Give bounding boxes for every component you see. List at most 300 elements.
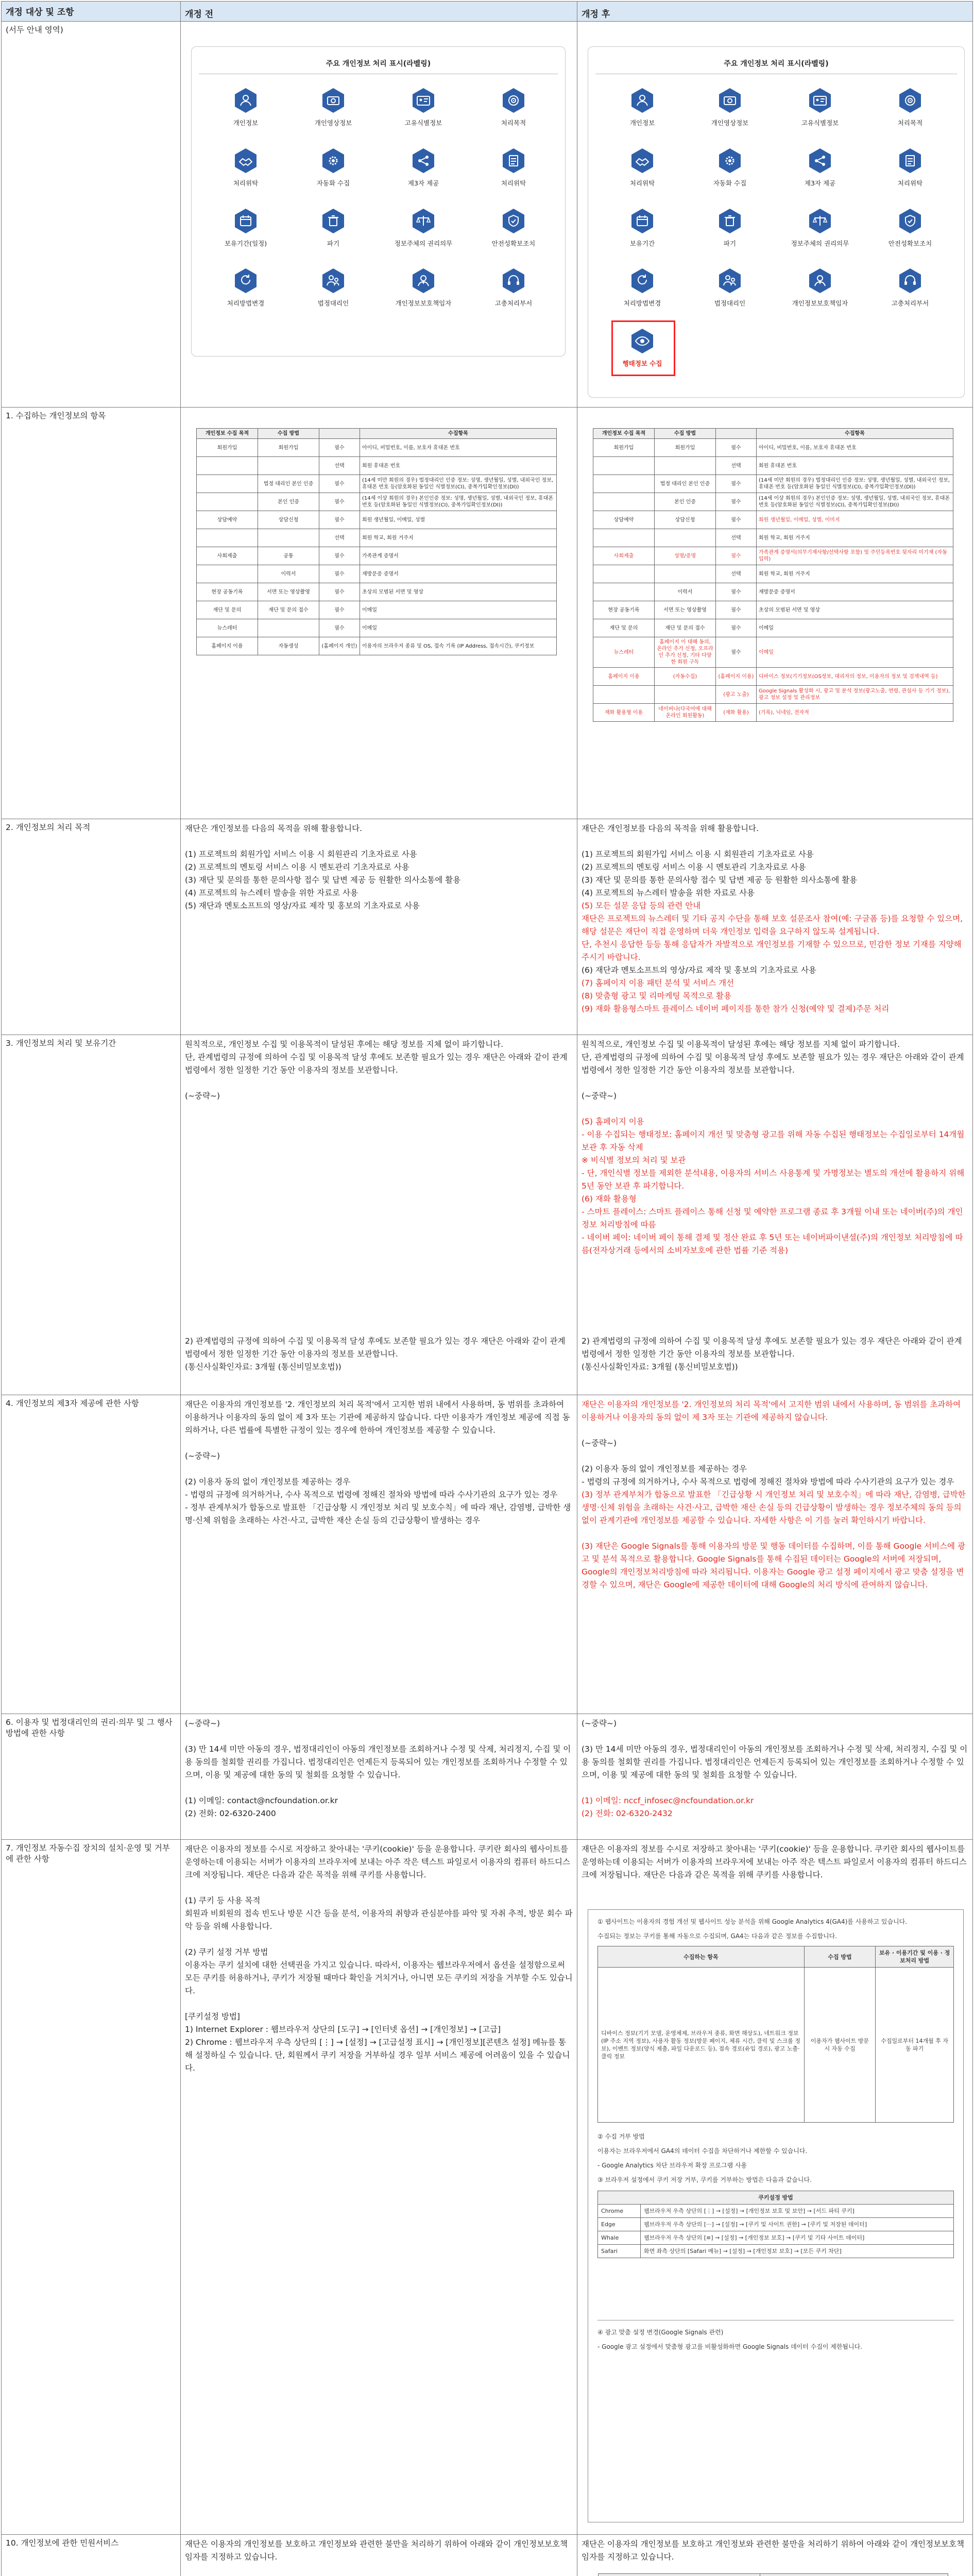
paragraph-spacer (185, 1782, 573, 1794)
table-cell: 재방문증 증명서 (360, 565, 557, 583)
label-item-text: 처리방법변경 (227, 299, 265, 307)
table-cell: Google Signals 활성화 시, 광고 및 분석 정보(광고노출, 연령, 관심사 등 기기 정보), 광고 정보 설정 및 관리정보 (757, 686, 953, 704)
paragraph-text: (1) 이메일: contact@ncfoundation.or.kr (185, 1796, 338, 1805)
table-cell (593, 457, 655, 475)
table-cell: 재단 및 문의 (593, 619, 655, 637)
paragraph (582, 900, 968, 912)
paragraph (185, 1051, 573, 1077)
paragraph (185, 900, 573, 912)
complaint-intro: 재단은 이용자의 개인정보를 보호하고 개인정보와 관련한 불만을 처리하기 위하여 아래와 같이 개인정보보호책임자를 지정하고 있습니다. (582, 2539, 964, 2562)
browser-row (598, 2245, 954, 2258)
table-cell (197, 529, 258, 547)
table-cell: 현장 공동기록 (593, 601, 655, 619)
paragraph (582, 1437, 968, 1450)
column-header: 개인정보 수집 목적 (197, 429, 258, 439)
label-item-text: 개인정보 (629, 119, 655, 127)
label-item-text: 고충처리부서 (891, 299, 929, 307)
header-col-after: 개정 후 (582, 9, 610, 20)
table-row (593, 439, 953, 457)
paragraph-text: (4) 프로젝트의 뉴스레터 발송을 위한 자료로 사용 (185, 888, 358, 897)
label-item-text: 안전성확보조치 (491, 240, 536, 247)
label-item-text: 법정대리인 (714, 299, 746, 307)
table-cell: 필수 (716, 637, 757, 668)
paragraph (185, 2036, 573, 2075)
paragraph (185, 1894, 573, 1907)
label-item (477, 267, 550, 308)
paragraph (582, 1335, 968, 1361)
section-1-after (577, 408, 972, 819)
paragraph-text: - 이용 수집되는 행태정보: 홈페이지 개선 및 맞춤형 광고를 위해 자동 수집된 행태정보는 수집일로부터 14개월 보관 후 자동 삭제 (582, 1130, 967, 1152)
paragraph-spacer (582, 1527, 968, 1540)
table-cell: 필수 (716, 439, 757, 457)
paragraph-text: (5) 재단과 멘토소프트의 영상/자료 제작 및 홍보의 기초자료로 사용 (185, 901, 420, 910)
table-row (197, 439, 557, 457)
section-label: 4. 개인정보의 제3자 제공에 관한 사항 (2, 1395, 181, 1714)
paragraph (185, 1090, 573, 1103)
headset-icon (501, 267, 526, 294)
browser-table-title: 쿠키설정 방법 (598, 2191, 954, 2205)
table-row (197, 493, 557, 511)
gear-icon (321, 147, 346, 174)
table-cell: 법정 대리인 본인 인증 (258, 475, 319, 493)
table-header-row (1, 1, 973, 22)
table-cell: 선택 (716, 565, 757, 583)
browser-row (598, 2205, 954, 2218)
column-header: 수집 방법 (655, 429, 716, 439)
paragraph (185, 1959, 573, 1997)
table-cell: 필수 (716, 475, 757, 493)
trash-icon (321, 208, 346, 234)
table-cell: 재단 및 문의 접수 (655, 619, 716, 637)
target-icon (501, 87, 526, 114)
paragraph (582, 1038, 968, 1051)
section-7-before (181, 1840, 577, 2534)
table-cell (258, 457, 319, 475)
browser-steps: 화면 좌측 상단의 [Safari 메뉴] → [설정] → [개인정보 보호] → [모든 쿠키 차단] (641, 2245, 954, 2258)
paragraph-text: (4) 프로젝트의 뉴스레터 발송을 위한 자료로 사용 (582, 888, 755, 897)
column-header: 개인정보 수집 목적 (593, 429, 655, 439)
browser-name: Chrome (598, 2205, 641, 2218)
label-item (694, 87, 766, 127)
table-row (593, 493, 953, 511)
table-row (197, 529, 557, 547)
browser-steps: 웹브라우저 우측 상단의 [⋮] → [설정] → [개인정보 보호 및 보안] → [서드 파티 쿠키] (641, 2205, 954, 2218)
table-cell: 이메일 (360, 619, 557, 637)
section-6-before (181, 1714, 577, 1839)
label-item-text: 처리위탁 (501, 179, 526, 187)
table-cell: 홈페이지 이용 (593, 668, 655, 686)
paragraph-text: 2) 관계법령의 규정에 의하여 수집 및 이용목적 달성 후에도 보존할 필요가 있는 경우 재단은 아래와 같이 관계법령에서 정한 일정한 기간 동안 이용자의 정보를 보관합니다. (185, 1336, 566, 1359)
table-cell: 상담신청 (258, 511, 319, 529)
camera-icon (717, 87, 742, 114)
paragraph-text: 재단은 이용자의 개인정보를 보호하고 개인정보와 관련한 불만을 처리하기 위하여 아래와 같이 개인정보보호책임자를 지정하고 있습니다. (185, 2539, 568, 2562)
document-line: ③ 브라우저 설정에서 쿠키 저장 거부, 쿠키를 거부하는 방법은 다음과 같습니다. (597, 2176, 812, 2183)
paragraph (185, 2023, 573, 2036)
label-item (874, 87, 946, 127)
officer-icon (808, 267, 832, 294)
table-cell (593, 686, 655, 704)
paragraph (582, 887, 968, 900)
paragraph-text: 재단은 이용자의 개인정보를 '2. 개인정보의 처리 목적'에서 고지한 범위 내에서 사용하며, 동 범위를 초과하여 이용하거나 이용자의 동의 없이 제 3자 또는 기관에 제공하지 않습니다. 다만 이용자가 개인정보 제공에 직접 동의하거나, 다른 법률에 특별한 규정이 있는 경우에 한하여 개인정보를 제공할 수 있습니다. (185, 1400, 570, 1435)
share-icon (411, 147, 436, 174)
refresh-icon (630, 267, 655, 294)
paragraph (185, 822, 573, 835)
label-item (387, 87, 459, 127)
section-2-before (181, 819, 577, 1035)
table-cell: 사회제출 (593, 547, 655, 565)
label-item-text: 자동화 수집 (316, 179, 350, 187)
paragraph (582, 1090, 968, 1103)
browser-name: Safari (598, 2245, 641, 2258)
paragraph (185, 2010, 573, 2023)
paragraph (582, 1717, 968, 1730)
table-cell: 자동생성 (258, 637, 319, 655)
paragraph (185, 874, 573, 887)
table-cell: 필수 (319, 547, 360, 565)
paragraph (185, 887, 573, 900)
paragraph (582, 977, 968, 990)
table-cell: (자동수집) (655, 668, 716, 686)
paragraph-text: 재단은 개인정보를 다음의 목적을 위해 활용합니다. (582, 824, 759, 833)
summary-label: (서두 안내 영역) (2, 22, 181, 407)
person-icon (630, 87, 655, 114)
browser-cookie-table (597, 2191, 954, 2258)
paragraph-text: (2) 프로젝트의 멘토링 서비스 이용 시 멘토관리 기초자료로 사용 (185, 862, 409, 872)
paragraph-spacer (185, 1882, 573, 1894)
label-item-text: 보유기간(일정) (224, 240, 267, 247)
paragraph (582, 1206, 968, 1231)
paragraph-text: (~중략~) (185, 1719, 220, 1728)
document-line: ② 수집 거부 방법 (597, 2133, 645, 2140)
paragraph-text: - 법령의 규정에 의거하거나, 수사 목적으로 법령에 정해진 절차와 방법에 따라 수사기관의 요구가 있는 경우 (185, 1490, 558, 1499)
label-item (784, 147, 856, 188)
table-cell: 회원 학교, 회원 거주지 (757, 529, 953, 547)
label-item (784, 267, 856, 308)
paragraph (582, 964, 968, 977)
paragraph-text: 재단은 개인정보를 다음의 목적을 위해 활용합니다. (185, 824, 362, 833)
table-cell: 회원 휴대폰 번호 (757, 457, 953, 475)
table-row (593, 619, 953, 637)
table-cell (258, 619, 319, 637)
table-cell: 본인 인증 (258, 493, 319, 511)
paragraph-text: 단, 추천시 응답한 등등 통해 응답자가 자발적으로 개인정보를 기재할 수 있으므로, 민감한 정보 기재를 지양해 주시기 바랍니다. (582, 940, 964, 962)
table-row (593, 668, 953, 686)
column-header: 수집 방법 (258, 429, 319, 439)
table-cell: 필수 (716, 511, 757, 529)
table-cell: 서면 또는 영상촬영 (258, 583, 319, 601)
paragraph (582, 1807, 968, 1820)
paragraph-text: 회원과 비회원의 접속 빈도나 방문 시간 등을 분석, 이용자의 취향과 관심분야를 파악 및 자취 추적, 방문 회수 파악 등을 위해 사용합니다. (185, 1909, 573, 1931)
paragraph-text: (1) 프로젝트의 회원가입 서비스 이용 시 회원관리 기초자료로 사용 (185, 850, 417, 859)
paragraph-text: 재단은 프로젝트의 뉴스레터 및 기타 공지 수단을 통해 보호 설문조사 참여(예: 구글폼 등)를 요청할 수 있으며, 해당 설문은 재단이 직접 운영하며 더욱 개인정보 입력을 요구하지 않도록 설계됩니다. (582, 914, 965, 936)
paragraph-spacer (185, 835, 573, 848)
table-cell: 필수 (716, 547, 757, 565)
table-cell: 필수 (319, 619, 360, 637)
document-line: 이용자는 브라우저에서 GA4의 데이터 수집을 차단하거나 제한할 수 있습니다. (597, 2147, 808, 2155)
paragraph-text: 재단은 이용자의 정보를 수시로 저장하고 찾아내는 '쿠키(cookie)' 등을 운용합니다. 쿠키란 회사의 웹사이트를 운영하는데 이용되는 서버가 이용자의 브라우저에 보내는 아주 작은 텍스트 파일로서 이용자의 컴퓨터 하드디스크에 저장됩니다. 재단은 다음과 같은 목적을 위해 쿠키를 사용합니다. (185, 1844, 571, 1879)
paragraph-text: (2) 쿠키 설정 거부 방법 (185, 1947, 268, 1957)
paragraph (185, 1361, 573, 1374)
table-cell (197, 565, 258, 583)
paragraph-text: (3) 만 14세 미만 아동의 경우, 법정대리인이 아동의 개인정보를 조회하거나 수정 및 삭제, 처리정지, 수집 및 이용 동의를 철회할 권리를 가집니다. 법정대리인은 언제든지 등록되어 있는 개인정보를 조회하거나 수정할 수 있으며, 이용 및 제공에 대한 동의 및 철회를 요청할 수 있습니다. (185, 1744, 571, 1780)
table-cell (655, 529, 716, 547)
label-item-text: 정보주체의 권리의무 (394, 240, 453, 247)
table-row (197, 475, 557, 493)
table-cell: 네이버나(다국어에 대해 온라인 회원활동) (655, 704, 716, 722)
table-cell: (14세 미만 회원의 경우) 법정대리인 인증 정보: 성명, 생년월일, 성별, 내외국인 정보, 휴대폰 번호 등(암호화된 동일인 식별정보(CI), 중복가입확인정보(DI)) (757, 475, 953, 493)
table-cell: 필수 (716, 601, 757, 619)
table-row (593, 475, 953, 493)
browser-steps: 웹브라우저 우측 상단의 [···] → [설정] → [쿠키 및 사이트 권한] → [쿠키 및 저장된 데이터] (641, 2218, 954, 2231)
table-cell: 필수 (319, 439, 360, 457)
paragraph-spacer (185, 1077, 573, 1090)
paragraph-text: (~중략~) (185, 1451, 220, 1461)
calendar-icon (630, 208, 655, 234)
browser-row (598, 2231, 954, 2245)
paragraph-spacer (582, 1450, 968, 1463)
paragraph-text: (9) 재화 활용형스마트 플레이스 네이버 페이지를 통한 참가 신청(예약 및 결제)주문 처리 (582, 1004, 890, 1013)
paragraph (582, 1154, 968, 1167)
label-item (477, 147, 550, 188)
camera-icon (321, 87, 346, 114)
table-cell (655, 565, 716, 583)
table-cell (593, 565, 655, 583)
document-icon (501, 147, 526, 174)
paragraph-text: (5) 홈페이지 이용 (582, 1117, 644, 1126)
paragraph-text: - 법령의 규정에 의거하거나, 수사 목적으로 법령에 정해진 절차와 방법에 따라 수사기관의 요구가 있는 경우 (582, 1477, 954, 1486)
paragraph-text: - 정부 관계부처가 합동으로 발표한 「긴급상황 시 개인정보 처리 및 보호수칙」에 따라 재난, 감염병, 급박한 생명·신체 위험을 초래하는 사건·사고, 급박한 재산 손실 등의 긴급상황이 발생하는 경우 (185, 1503, 571, 1525)
row-section-7 (1, 1839, 973, 2535)
paragraph-text: (1) 프로젝트의 회원가입 서비스 이용 시 회원관리 기초자료로 사용 (582, 850, 814, 859)
document-line: ④ 광고 맞춤 설정 변경(Google Signals 관련) (597, 2329, 724, 2336)
scale-icon (411, 208, 436, 234)
label-item (297, 267, 369, 308)
table-cell: 회원 생년월일, 이메일, 성별 (360, 511, 557, 529)
paragraph-text: (통신사실확인자료: 3개월 (통신비밀보호법)) (582, 1362, 738, 1371)
table-cell: (기록), 닉네임, 전자적 (757, 704, 953, 722)
table-cell: 서면 또는 영상촬영 (655, 601, 716, 619)
paragraph (185, 1907, 573, 1933)
table-cell: 이용자의 브라우저 종류 및 OS, 접속 기록 (IP Address, 접속시간), 쿠키정보 (360, 637, 557, 655)
table-cell: 상담신청 (655, 511, 716, 529)
table-cell: 상담예약 (593, 511, 655, 529)
table-cell: 필수 (716, 583, 757, 601)
paragraph (185, 1717, 573, 1730)
label-item (694, 267, 766, 308)
paragraph (582, 1051, 968, 1077)
privacy-officer-table (598, 2573, 948, 2576)
label-item-text: 파기 (327, 240, 340, 247)
section-3-after (577, 1035, 972, 1395)
document-line: - Google 광고 설정에서 맞춤형 광고를 비활성화하면 Google Signals 데이터 수집이 제한됩니다. (597, 2343, 863, 2350)
paragraph-spacer (582, 1424, 968, 1437)
column-header (319, 429, 360, 439)
table-cell: 이력서 (655, 583, 716, 601)
paragraph-text: (~중략~) (582, 1719, 617, 1728)
label-item (210, 87, 282, 127)
handshake-icon (233, 147, 258, 174)
paragraph (582, 1488, 968, 1527)
table-cell: 회원가입 (655, 439, 716, 457)
paragraph (185, 1335, 573, 1361)
paragraph (582, 1743, 968, 1782)
headset-icon (898, 267, 922, 294)
panel-title: 주요 개인정보 처리 표시(라벨링) (724, 60, 829, 68)
document-icon (898, 147, 922, 174)
table-row (593, 601, 953, 619)
paragraph-spacer (582, 1730, 968, 1743)
table-row (593, 547, 953, 565)
table-cell: 회원 학교, 회원 거주지 (757, 565, 953, 583)
paragraph (185, 1946, 573, 1959)
table-cell (593, 529, 655, 547)
id-card-icon (808, 87, 832, 114)
table-cell (593, 583, 655, 601)
paragraph-text: (~중략~) (582, 1091, 617, 1100)
table-row (197, 547, 557, 565)
table-cell: 상담예약 (197, 511, 258, 529)
section-label: 6. 이용자 및 법정대리인의 권리·의무 및 그 행사방법에 관한 사항 (2, 1714, 181, 1839)
browser-name: Whale (598, 2231, 641, 2245)
paragraph (582, 1794, 968, 1807)
section-label: 2. 개인정보의 처리 목적 (2, 819, 181, 1035)
label-item (387, 147, 459, 188)
guardian-icon (321, 267, 346, 294)
table-row (593, 565, 953, 583)
paragraph-text: 단, 관계법령의 규정에 의하여 수집 및 이용목적 달성 후에도 보존할 필요가 있는 경우 재단은 아래와 같이 관계법령에서 정한 일정한 기간 동안 이용자의 정보를 보관합니다. (582, 1053, 964, 1075)
table-row (593, 457, 953, 475)
share-icon (808, 147, 832, 174)
table-cell: (14세 이상 회원의 경우) 본인인증 정보: 성명, 생년월일, 성별, 내외국인 정보, 휴대폰 번호 등(암호화된 동일인 식별정보(CI), 중복가입확인정보(DI)) (360, 493, 557, 511)
table-row (593, 529, 953, 547)
paragraph (582, 822, 968, 835)
paragraph-text: (8) 맞춤형 광고 및 리마케팅 목적으로 활용 (582, 991, 732, 1001)
label-item-text: 처리방법변경 (623, 299, 661, 307)
paragraph-spacer (185, 1437, 573, 1450)
section-2-after (577, 819, 972, 1035)
paragraph-text: (통신사실확인자료: 3개월 (통신비밀보호법)) (185, 1362, 341, 1371)
section-3-before (181, 1035, 577, 1395)
paragraph-spacer (185, 1997, 573, 2010)
calendar-icon (233, 208, 258, 234)
table-cell: (재화 활용) (716, 704, 757, 722)
paragraph-text: (5) 모든 설문 응답 등의 관련 안내 (582, 901, 701, 910)
label-item (297, 147, 369, 188)
paragraph-text: (2) 이용자 동의 없이 개인정보를 제공하는 경우 (185, 1477, 351, 1486)
browser-name: Edge (598, 2218, 641, 2231)
section-4-before (181, 1395, 577, 1714)
section-1-before (181, 408, 577, 819)
paragraph-text: 재단은 이용자의 개인정보를 '2. 개인정보의 처리 목적'에서 고지한 범위 내에서 사용하며, 동 범위를 초과하여 이용하거나 이용자의 동의 없이 제 3자 또는 기관에 제공하지 않습니다. (582, 1400, 964, 1422)
label-item-text: 처리목적 (897, 119, 923, 127)
paragraph (185, 1743, 573, 1782)
table-cell: 홈페이지 이용 (197, 637, 258, 655)
paragraph-spacer (185, 1933, 573, 1946)
paragraph (582, 848, 968, 861)
table-cell: 초상의 모범된 서면 및 영상 (360, 583, 557, 601)
label-item-text: 개인영상정보 (314, 119, 352, 127)
paragraph-text: (6) 재단과 멘토소프트의 영상/자료 제작 및 홍보의 기초자료로 사용 (582, 965, 816, 975)
label-item-text: 개인정보 (233, 119, 259, 127)
embedded-policy-document (588, 1909, 964, 2522)
paragraph-text: 원칙적으로, 개인정보 수집 및 이용목적이 달성된 후에는 해당 정보를 지체 없이 파기합니다. (185, 1040, 504, 1049)
label-item-text: 처리위탁 (233, 179, 259, 187)
paragraph-text: (7) 홈페이지 이용 패턴 분석 및 서비스 개선 (582, 978, 734, 988)
ga4-collection-table (597, 1946, 954, 2123)
table-cell: 재단 및 문의 접수 (258, 601, 319, 619)
label-item (606, 267, 678, 308)
table-cell: 뉴스레터 (197, 619, 258, 637)
paragraph (582, 1003, 968, 1015)
table-cell (258, 529, 319, 547)
officer-head (599, 2574, 760, 2576)
paragraph (185, 861, 573, 874)
summary-before (181, 22, 577, 407)
label-item (210, 147, 282, 188)
paragraph (582, 938, 968, 964)
table-cell: 필수 (319, 601, 360, 619)
paragraph-text: (2) 프로젝트의 멘토링 서비스 이용 시 멘토관리 기초자료로 사용 (582, 862, 806, 872)
collection-table-before (196, 428, 557, 655)
table-cell: (14세 미만 회원의 경우) 법정대리인 인증 정보: 성명, 생년월일, 성별, 내외국인 정보, 휴대폰 번호 등(암호화된 동일인 식별정보(CI), 중복가입확인정보(DI)) (360, 475, 557, 493)
table-cell: 초상의 모범된 서면 및 영상 (757, 601, 953, 619)
table-cell: (홈페이지 개인) (319, 637, 360, 655)
paragraph-text: (6) 재화 활용형 (582, 1194, 637, 1204)
table-row (593, 583, 953, 601)
paragraph-spacer (185, 1463, 573, 1476)
ga4-head-period: 보유 · 이용기간 및 이용 · 정보처리 방법 (876, 1946, 954, 1968)
trash-icon (717, 208, 742, 234)
table-row (593, 686, 953, 704)
table-cell: 가족관계 증명서 (360, 547, 557, 565)
paragraph-text: - 네이버 페이: 네이버 페이 통해 결제 및 정산 완료 후 5년 또는 네이버파이낸셜(주)의 개인정보 처리방침에 따름(전자상거래 등에서의 소비자보호에 관한 법률 기준 적용) (582, 1233, 963, 1255)
table-cell (593, 493, 655, 511)
new-item-highlight (611, 320, 675, 376)
paragraph-text: (2) 전화: 02-6320-2400 (185, 1809, 276, 1818)
paragraph-spacer (582, 835, 968, 848)
document-line: 수집되는 정보는 쿠키를 통해 자동으로 수집되며, GA4는 다음과 같은 정보를 수집합니다. (597, 1933, 838, 1940)
table-cell (197, 457, 258, 475)
header-col-target: 개정 대상 및 조항 (2, 2, 181, 21)
cookie-intro: 재단은 이용자의 정보를 수시로 저장하고 찾아내는 '쿠키(cookie)' 등을 운용합니다. 쿠키란 회사의 웹사이트를 운영하는데 이용되는 서버가 이용자의 브라우저에 보내는 아주 작은 텍스트 파일로서 이용자의 컴퓨터 하드디스크에 저장됩니다. 재단은 다음과 같은 목적을 위해 쿠키를 사용합니다. (582, 1844, 967, 1879)
table-row (593, 511, 953, 529)
paragraph-text: (1) 이메일: nccf_infosec@ncfoundation.or.kr (582, 1796, 754, 1805)
table-row (197, 619, 557, 637)
table-row (593, 704, 953, 722)
ga4-items-cell: 디바이스 정보(기기 모델, 운영체제, 브라우저 종류, 화면 해상도), 네트워크 정보(IP 주소 지역 정보), 사용자 활동 정보(방문 페이지, 체류 시간, 클릭 및 스크롤 정보), 이벤트 정보(양식 제출, 파일 다운로드 등), 접속 경로(유입 경로), 광고 노출·클릭 정보 (598, 1968, 805, 2123)
table-cell (197, 475, 258, 493)
table-cell (655, 457, 716, 475)
document-line: ① 웹사이트는 이용자의 경험 개선 및 웹사이트 성능 분석을 위해 Google Analytics 4(GA4)를 사용하고 있습니다. (597, 1918, 908, 1925)
table-row (593, 637, 953, 668)
paragraph (582, 1476, 968, 1488)
document-line: - Google Analytics 차단 브라우저 확장 프로그램 사용 (597, 2162, 747, 2169)
table-cell (655, 686, 716, 704)
ga4-head-items: 수집하는 항목 (598, 1946, 805, 1968)
label-item (606, 87, 678, 127)
paragraph (582, 990, 968, 1003)
label-item (874, 267, 946, 308)
row-section-3 (1, 1035, 973, 1395)
panel-title: 주요 개인정보 처리 표시(라벨링) (326, 60, 431, 68)
row-section-6 (1, 1714, 973, 1840)
labeling-panel-after (588, 46, 965, 398)
row-section-1 (1, 407, 973, 819)
table-cell: (광고 노출) (716, 686, 757, 704)
table-cell: 필수 (716, 619, 757, 637)
label-item (210, 267, 282, 308)
table-cell: 이메일 (360, 601, 557, 619)
